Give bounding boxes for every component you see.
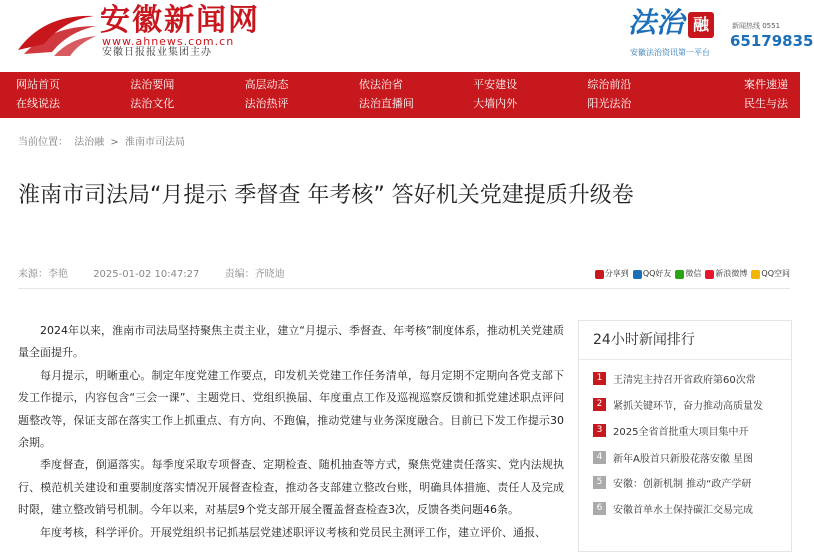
meta-divider xyxy=(18,288,790,289)
ranking-item[interactable] xyxy=(593,369,788,387)
ranking-item[interactable] xyxy=(593,421,788,439)
nav-item-safety[interactable]: 平安建设 xyxy=(473,78,518,91)
partner-slogan: 安徽法治资讯第一平台 xyxy=(630,48,710,57)
ranking-item[interactable] xyxy=(593,448,788,466)
rank-number: 6 xyxy=(593,502,606,515)
nav-grid xyxy=(0,76,800,112)
rank-headline[interactable]: 王清宪主持召开省政府第60次常 xyxy=(613,374,756,386)
nav-item-legal-news[interactable]: 法治要闻 xyxy=(130,78,175,91)
ranking-item[interactable] xyxy=(593,473,788,491)
site-header xyxy=(0,0,814,72)
partner-logo[interactable] xyxy=(628,6,814,64)
rank-headline[interactable]: 2025全省首批重大项目集中开 xyxy=(613,426,749,438)
article-body xyxy=(18,320,564,544)
ranking-title: 24小时新闻排行 xyxy=(593,332,695,348)
news-ranking-panel xyxy=(578,320,792,552)
site-title[interactable]: 安徽新闻网 xyxy=(100,3,260,38)
rank-headline[interactable]: 紧抓关键环节，奋力推动高质量发 xyxy=(613,400,763,412)
ahnews-logo-icon[interactable] xyxy=(14,10,98,58)
article-title: 淮南市司法局“月提示 季督查 年考核” 答好机关党建提质升级卷 xyxy=(18,183,634,208)
article-paragraph: 每月提示，明晰重心。制定年度党建工作要点，印发机关党建工作任务清单，每月定期不定期向各党支部下发工作提示，内容包含“三会一课”、主题党日、党组织换届、年度重点工作及巡视巡察反馈和抓党建述职点评问题整改等，保证支部在落实工作上抓重点、有方向、不跑偏，推动党建与业务深度融合。目前已下发工作提示30余期。 xyxy=(18,368,564,450)
partner-logo-text: 法治 xyxy=(628,6,685,39)
share-to-label: 分享到 xyxy=(604,269,629,278)
article-paragraph: 年度考核，科学评价。开展党组织书记抓基层党建述职评议考核和党员民主测评工作，建立评价、通报、 xyxy=(40,525,546,539)
share-to[interactable] xyxy=(595,267,629,281)
article-source: 来源：李艳 xyxy=(18,269,68,280)
ranking-divider xyxy=(579,359,791,360)
breadcrumb-prefix: 当前位置： xyxy=(18,137,68,148)
hotline-number: 65179835 xyxy=(730,32,814,50)
article-paragraph: 2024年以来，淮南市司法局坚持聚焦主责主业，建立“月提示、季督查、年考核”制度体系，推动机关党建质量全面提升。 xyxy=(18,324,564,360)
ranking-item[interactable] xyxy=(593,499,788,517)
nav-item-online-law[interactable]: 在线说法 xyxy=(16,97,60,110)
rank-number: 5 xyxy=(593,476,606,489)
qzone-icon xyxy=(751,270,760,279)
nav-item-governance[interactable]: 综治前沿 xyxy=(587,78,632,91)
breadcrumb-separator: > xyxy=(110,137,119,148)
share-wechat-label: 微信 xyxy=(685,269,702,278)
share-weibo-label: 新浪微博 xyxy=(715,269,748,278)
main-nav xyxy=(0,72,800,118)
rank-number: 4 xyxy=(593,451,606,464)
nav-item-rule-of-law[interactable]: 依法治省 xyxy=(358,78,403,91)
share-icon xyxy=(595,270,604,279)
breadcrumb-level2[interactable]: 淮南市司法局 xyxy=(124,137,185,148)
nav-item-prison[interactable]: 大墙内外 xyxy=(473,97,518,110)
rank-number: 3 xyxy=(593,424,606,437)
nav-item-livelihood[interactable]: 民生与法 xyxy=(743,97,788,110)
breadcrumb-level1[interactable]: 法治融 xyxy=(74,137,105,148)
qq-icon xyxy=(633,270,642,279)
share-qzone[interactable] xyxy=(751,267,790,281)
partner-badge: 融 xyxy=(688,12,714,38)
share-wechat[interactable] xyxy=(675,267,701,281)
rank-headline[interactable]: 安徽首单水土保持碳汇交易完成 xyxy=(613,504,753,516)
nav-item-commentary[interactable]: 法治热评 xyxy=(244,97,289,110)
article-datetime: 2025-01-02 10:47:27 xyxy=(93,269,200,280)
share-qq-label: QQ好友 xyxy=(642,269,672,278)
share-weibo[interactable] xyxy=(705,267,747,281)
wechat-icon xyxy=(675,270,684,279)
rank-headline[interactable]: 安徽：创新机制 推动“政产学研 xyxy=(613,478,752,490)
share-qzone-label: QQ空间 xyxy=(761,269,790,278)
share-qq[interactable] xyxy=(633,267,672,281)
nav-item-sunshine[interactable]: 阳光法治 xyxy=(587,97,632,110)
hotline-label: 新闻热线 0551 xyxy=(732,22,781,30)
article-meta xyxy=(18,268,307,282)
nav-item-legal-culture[interactable]: 法治文化 xyxy=(130,97,175,110)
nav-item-live[interactable]: 法治直播间 xyxy=(358,97,414,110)
article-editor: 责编：齐晓迪 xyxy=(224,269,285,280)
nav-item-leadership[interactable]: 高层动态 xyxy=(244,78,289,91)
breadcrumb xyxy=(18,136,188,150)
site-domain: www.ahnews.com.cn xyxy=(102,35,235,48)
ranking-item[interactable] xyxy=(593,395,788,413)
rank-number: 2 xyxy=(593,398,606,411)
weibo-icon xyxy=(705,270,714,279)
article-paragraph: 季度督查，倒逼落实。每季度采取专项督查、定期检查、随机抽查等方式，聚焦党建责任落实、党内法规执行、模范机关建设和重要制度落实情况开展督查检查，推动各支部建立整改台账，明确具体措施、责任人及完成时限，建立整改销号机制。今年以来，对基层9个党支部开展全覆盖督查检查3次，反馈各类问题46条。 xyxy=(18,458,564,517)
rank-headline[interactable]: 新年A股首只新股花落安徽 星图 xyxy=(613,453,754,465)
site-subtitle: 安徽日报报业集团主办 xyxy=(102,47,212,58)
nav-item-cases[interactable]: 案件速递 xyxy=(743,78,788,91)
nav-item-home[interactable]: 网站首页 xyxy=(16,78,60,91)
rank-number: 1 xyxy=(593,372,606,385)
share-bar xyxy=(595,267,790,281)
